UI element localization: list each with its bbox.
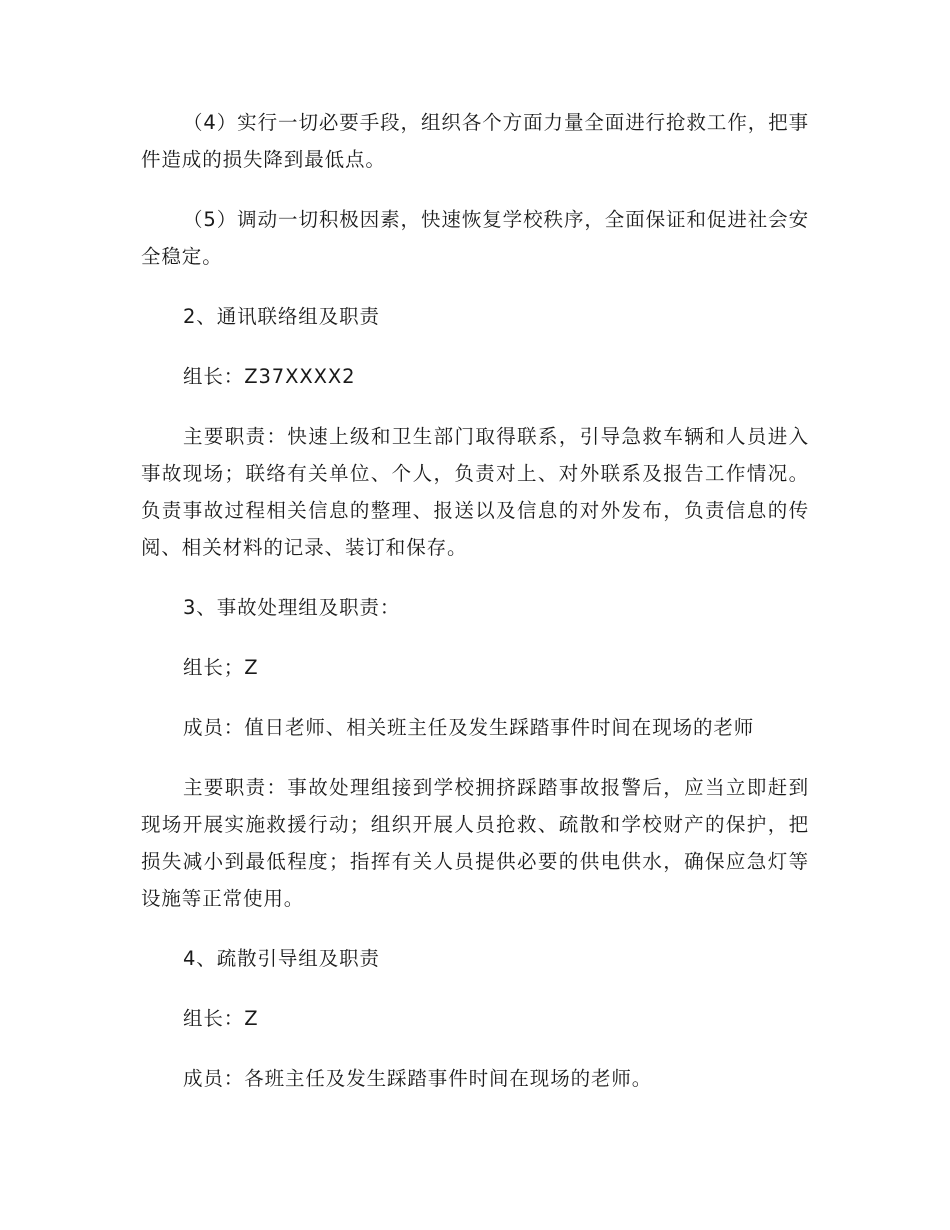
section-heading-evacuation-group: 4、疏散引导组及职责 [183, 947, 380, 970]
accident-handling-group-members: 成员：值日老师、相关班主任及发生踩踏事件时间在现场的老师 [183, 716, 755, 739]
accident-handling-group-leader: 组长；Z [183, 656, 259, 679]
communication-group-leader: 组长：Z37XXXX2 [183, 365, 356, 388]
section-heading-communication-group: 2、通讯联络组及职责 [183, 305, 380, 328]
paragraph-step-5: （5）调动一切积极因素，快速恢复学校秩序，全面保证和促进社会安全稳定。 [141, 208, 809, 268]
accident-handling-group-duties: 主要职责：事故处理组接到学校拥挤踩踏事故报警后，应当立即赶到现场开展实施救援行动；组织开展人员抢救、疏散和学校财产的保护，把损失减小到最低程度；指挥有关人员提供必要的供电供水，确保应急灯等设施等正常使用。 [141, 776, 809, 910]
evacuation-group-members: 成员：各班主任及发生踩踏事件时间在现场的老师。 [183, 1067, 653, 1090]
paragraph-step-4: （4）实行一切必要手段，组织各个方面力量全面进行抢救工作，把事件造成的损失降到最低点。 [141, 111, 809, 171]
evacuation-group-leader: 组长：Z [183, 1007, 259, 1030]
communication-group-duties: 主要职责：快速上级和卫生部门取得联系，引导急救车辆和人员进入事故现场；联络有关单位、个人，负责对上、对外联系及报告工作情况。负责事故过程相关信息的整理、报送以及信息的对外发布，负责信息的传阅、相关材料的记录、装订和保存。 [141, 425, 809, 559]
document-body [141, 104, 809, 1120]
section-heading-accident-handling-group: 3、事故处理组及职责： [183, 596, 401, 619]
